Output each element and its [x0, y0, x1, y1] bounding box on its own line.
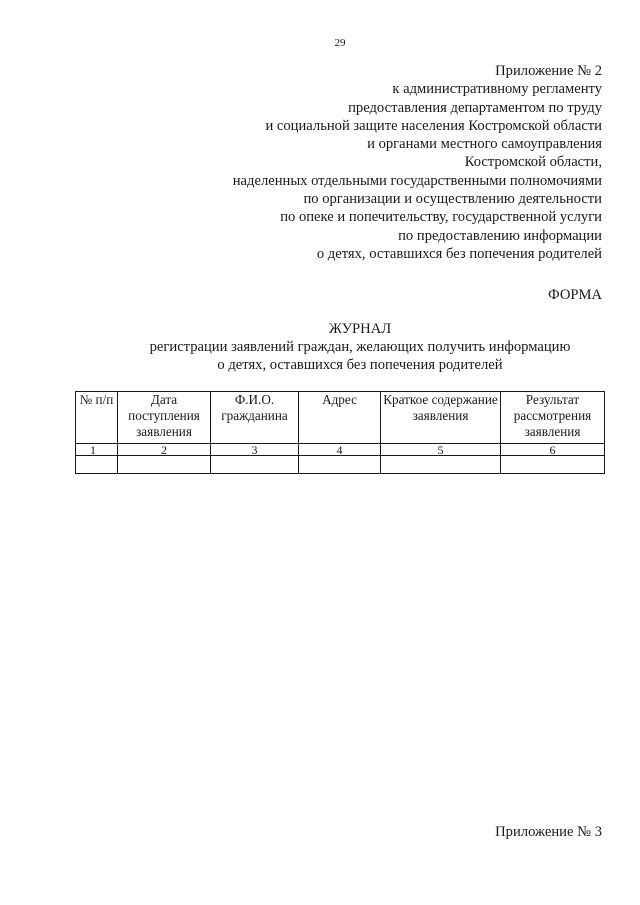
- journal-subtitle-line: регистрации заявлений граждан, желающих получить информацию: [149, 339, 571, 355]
- next-appendix-title: Приложение № 3: [495, 824, 602, 840]
- appendix-line: по предоставлению информации: [398, 227, 602, 244]
- appendix-line: Костромской области,: [464, 154, 602, 171]
- form-label: ФОРМА: [548, 287, 602, 303]
- column-number: 5: [381, 444, 501, 456]
- page-number: 29: [334, 37, 346, 49]
- column-number: 6: [501, 444, 605, 456]
- table-cell: [381, 456, 501, 474]
- appendix-line: предоставления департаментом по труду: [348, 99, 602, 116]
- appendix-header: [233, 62, 602, 263]
- column-number: 4: [299, 444, 381, 456]
- table-cell: [501, 456, 605, 474]
- column-header: Адрес: [299, 392, 381, 444]
- journal-subtitle: [0, 339, 640, 374]
- table-cell: [299, 456, 381, 474]
- column-header: Краткое содержание заявления: [381, 392, 501, 444]
- table-row: [76, 456, 605, 474]
- column-header: № п/п: [76, 392, 118, 444]
- journal-title: ЖУРНАЛ: [328, 321, 392, 337]
- table-cell: [76, 456, 118, 474]
- column-header: Результат рассмотрения заявления: [501, 392, 605, 444]
- column-header: Дата поступления заявления: [118, 392, 211, 444]
- appendix-title: Приложение № 2: [495, 63, 602, 79]
- appendix-line: и социальной защите населения Костромской области: [265, 117, 602, 134]
- appendix-line: наделенных отдельными государственными полномочиями: [232, 172, 602, 189]
- column-number: 1: [76, 444, 118, 456]
- journal-subtitle-line: о детях, оставшихся без попечения родителей: [217, 356, 503, 373]
- appendix-line: по опеке и попечительству, государственной услуги: [280, 209, 602, 226]
- table-cell: [118, 456, 211, 474]
- appendix-line: и органами местного самоуправления: [367, 136, 602, 153]
- column-number: 3: [211, 444, 299, 456]
- column-number: 2: [118, 444, 211, 456]
- table-cell: [211, 456, 299, 474]
- column-header: Ф.И.О. гражданина: [211, 392, 299, 444]
- appendix-line: по организации и осуществлению деятельности: [303, 191, 602, 208]
- column-number-row: [76, 444, 605, 456]
- table-header-row: [76, 392, 605, 444]
- journal-table: [75, 391, 605, 474]
- appendix-line: к административному регламенту: [392, 81, 602, 98]
- appendix-line: о детях, оставшихся без попечения родителей: [316, 245, 602, 262]
